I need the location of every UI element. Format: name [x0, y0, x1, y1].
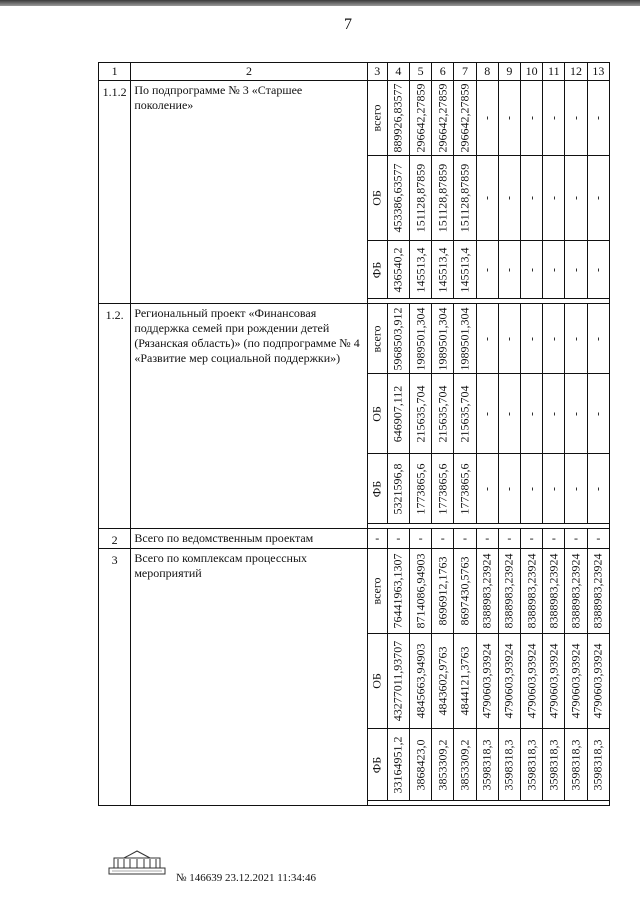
value-cell: [432, 729, 454, 801]
value-text: 3868423,0: [413, 739, 428, 790]
value-cell: -: [454, 529, 476, 549]
value-text: 145513,4: [457, 247, 472, 292]
value-text: 4844121,3763: [457, 646, 472, 716]
value-cell: [454, 374, 476, 454]
value-text: 3598318,3: [479, 739, 494, 790]
value-cell: [587, 304, 609, 374]
value-text: 8388983,23924: [546, 553, 561, 629]
funding-source-label: всего: [369, 104, 384, 132]
value-cell: [387, 241, 409, 299]
row-number: 3: [99, 549, 131, 806]
funding-source-cell: -: [367, 529, 387, 549]
value-text: 436540,2: [390, 247, 405, 292]
value-text: -: [568, 116, 583, 120]
value-text: -: [546, 267, 561, 272]
value-cell: [410, 304, 432, 374]
value-text: 3598318,3: [501, 739, 516, 790]
value-text: -: [479, 336, 494, 341]
value-cell: -: [587, 529, 609, 549]
value-text: 33164951,2: [390, 736, 405, 793]
value-cell: [387, 374, 409, 454]
funding-source-cell: [367, 729, 387, 801]
value-cell: [498, 241, 520, 299]
value-text: -: [590, 336, 605, 341]
value-cell: [498, 634, 520, 729]
value-cell: [565, 241, 587, 299]
value-cell: [565, 549, 587, 634]
value-cell: [521, 634, 543, 729]
value-cell: [587, 549, 609, 634]
value-cell: -: [521, 529, 543, 549]
value-cell: [410, 454, 432, 524]
value-text: -: [546, 411, 561, 416]
value-text: 1989501,304: [413, 307, 428, 370]
value-text: 4790603,93924: [524, 643, 539, 719]
value-text: 8388983,23924: [479, 553, 494, 629]
value-text: 4790603,93924: [568, 643, 583, 719]
value-text: 145513,4: [413, 247, 428, 292]
value-cell: [476, 634, 498, 729]
value-text: 8714086,94903: [413, 553, 428, 629]
value-cell: [454, 549, 476, 634]
value-cell: [498, 81, 520, 156]
value-text: 3853309,2: [457, 739, 472, 790]
value-cell: [387, 729, 409, 801]
value-text: -: [501, 267, 516, 272]
value-cell: [410, 81, 432, 156]
value-cell: [543, 549, 565, 634]
value-cell: [387, 81, 409, 156]
value-cell: [432, 634, 454, 729]
row-name: По подпрограмме № 3 «Старшее поколение»: [131, 81, 367, 304]
header-cell: 9: [498, 63, 520, 81]
value-text: 453386,63577: [390, 163, 405, 233]
value-text: -: [546, 196, 561, 200]
header-row: [99, 63, 610, 81]
value-cell: [565, 304, 587, 374]
value-cell: [543, 241, 565, 299]
value-text: 296642,27859: [413, 83, 428, 153]
funding-source-cell: [367, 241, 387, 299]
value-cell: [498, 304, 520, 374]
value-text: 4843602,9763: [435, 646, 450, 716]
value-cell: [432, 241, 454, 299]
funding-source-label: ФБ: [369, 261, 384, 278]
value-cell: [410, 729, 432, 801]
funding-source-cell: [367, 549, 387, 634]
value-cell: [410, 156, 432, 241]
value-text: 1773865,6: [457, 463, 472, 514]
value-text: 8697430,5763: [457, 556, 472, 626]
value-text: -: [479, 196, 494, 200]
value-cell: [498, 729, 520, 801]
value-cell: [587, 156, 609, 241]
value-cell: [476, 156, 498, 241]
value-text: 1773865,6: [413, 463, 428, 514]
value-cell: [432, 81, 454, 156]
value-text: 5321596,8: [390, 463, 405, 514]
value-text: 215635,704: [413, 385, 428, 442]
value-text: 76441963,1307: [390, 553, 405, 629]
value-cell: [587, 729, 609, 801]
value-text: -: [568, 411, 583, 416]
value-cell: [587, 81, 609, 156]
header-cell: 7: [454, 63, 476, 81]
value-cell: [521, 241, 543, 299]
row-name: Всего по комплексам процессных мероприятий: [131, 549, 367, 806]
header-cell: 11: [543, 63, 565, 81]
empty-cell: [367, 801, 609, 806]
value-cell: [543, 374, 565, 454]
value-cell: [498, 374, 520, 454]
value-text: 4790603,93924: [546, 643, 561, 719]
header-cell: 4: [387, 63, 409, 81]
value-cell: [565, 374, 587, 454]
value-text: -: [546, 116, 561, 120]
value-cell: [587, 374, 609, 454]
scan-top-edge: [0, 0, 640, 6]
value-text: -: [501, 336, 516, 341]
government-building-stamp: [108, 848, 166, 876]
value-text: 5968503,912: [390, 307, 405, 370]
table-row: [99, 81, 610, 156]
value-cell: [476, 241, 498, 299]
value-text: -: [546, 486, 561, 491]
value-cell: [587, 634, 609, 729]
funding-source-label: ОБ: [369, 673, 384, 689]
value-text: 151128,87859: [413, 163, 428, 233]
value-text: -: [590, 486, 605, 491]
value-text: 296642,27859: [457, 83, 472, 153]
funding-source-label: ОБ: [369, 190, 384, 206]
value-text: 43277011,93707: [390, 640, 405, 722]
value-cell: [454, 304, 476, 374]
value-cell: [454, 634, 476, 729]
funding-source-cell: [367, 304, 387, 374]
row-number: 2: [99, 529, 131, 549]
value-cell: [410, 374, 432, 454]
value-text: 215635,704: [457, 385, 472, 442]
funding-source-cell: [367, 81, 387, 156]
header-cell: 2: [131, 63, 367, 81]
document-registration-footer: № 146639 23.12.2021 11:34:46: [176, 872, 316, 884]
value-cell: -: [565, 529, 587, 549]
funding-source-cell: [367, 156, 387, 241]
value-text: -: [479, 116, 494, 120]
value-cell: [454, 156, 476, 241]
value-text: 8388983,23924: [590, 553, 605, 629]
value-text: 215635,704: [435, 385, 450, 442]
value-cell: -: [387, 529, 409, 549]
value-text: -: [479, 486, 494, 491]
value-cell: [565, 81, 587, 156]
value-cell: [565, 634, 587, 729]
header-cell: 8: [476, 63, 498, 81]
value-text: 145513,4: [435, 247, 450, 292]
header-cell: 10: [521, 63, 543, 81]
value-text: 4790603,93924: [501, 643, 516, 719]
value-text: -: [479, 267, 494, 272]
value-cell: [565, 454, 587, 524]
table-row: [99, 304, 610, 374]
value-cell: -: [432, 529, 454, 549]
value-cell: [432, 454, 454, 524]
funding-source-cell: [367, 374, 387, 454]
value-cell: [387, 156, 409, 241]
value-cell: [432, 549, 454, 634]
value-text: -: [479, 411, 494, 416]
value-cell: [521, 81, 543, 156]
value-text: 8388983,23924: [524, 553, 539, 629]
value-text: 1773865,6: [435, 463, 450, 514]
value-text: 8388983,23924: [501, 553, 516, 629]
value-text: -: [501, 486, 516, 491]
value-text: 151128,87859: [457, 163, 472, 233]
value-cell: [543, 454, 565, 524]
value-cell: [498, 156, 520, 241]
funding-source-cell: [367, 454, 387, 524]
value-cell: [521, 374, 543, 454]
funding-source-label: ФБ: [369, 480, 384, 497]
value-cell: [387, 454, 409, 524]
value-text: 3598318,3: [568, 739, 583, 790]
funding-source-label: ФБ: [369, 756, 384, 773]
value-text: -: [524, 411, 539, 416]
value-text: 3598318,3: [524, 739, 539, 790]
value-cell: [543, 634, 565, 729]
value-text: -: [524, 486, 539, 491]
value-cell: [476, 454, 498, 524]
value-text: -: [590, 411, 605, 416]
budget-table: [98, 62, 610, 806]
funding-source-label: ОБ: [369, 405, 384, 422]
value-text: -: [501, 411, 516, 416]
value-text: -: [546, 336, 561, 341]
value-text: -: [568, 196, 583, 200]
value-text: -: [501, 116, 516, 120]
header-cell: 6: [432, 63, 454, 81]
value-cell: [543, 156, 565, 241]
table-row: [99, 529, 610, 549]
value-cell: [387, 549, 409, 634]
value-cell: [410, 241, 432, 299]
value-cell: -: [543, 529, 565, 549]
value-cell: [565, 156, 587, 241]
row-number: 1.2.: [99, 304, 131, 529]
value-text: -: [590, 196, 605, 200]
value-cell: [521, 729, 543, 801]
value-cell: [476, 81, 498, 156]
value-cell: [521, 304, 543, 374]
value-text: 8696912,1763: [435, 556, 450, 626]
value-text: 4845663,94903: [413, 643, 428, 719]
row-name: Региональный проект «Финансовая поддержка семей при рождении детей (Рязанская область)» (по подпрограмме № 4 «Развитие мер социальной поддержки»): [131, 304, 367, 529]
value-text: 3598318,3: [546, 739, 561, 790]
value-text: -: [524, 267, 539, 272]
value-cell: [387, 634, 409, 729]
value-text: -: [524, 196, 539, 200]
value-text: 646907,112: [390, 385, 405, 442]
value-text: 296642,27859: [435, 83, 450, 153]
value-cell: [454, 81, 476, 156]
value-text: -: [524, 116, 539, 120]
header-cell: 5: [410, 63, 432, 81]
value-cell: -: [498, 529, 520, 549]
value-cell: [432, 374, 454, 454]
value-cell: [521, 454, 543, 524]
value-text: -: [568, 267, 583, 272]
value-cell: [476, 304, 498, 374]
value-text: -: [590, 116, 605, 120]
value-cell: [521, 549, 543, 634]
row-name: Всего по ведомственным проектам: [131, 529, 367, 549]
value-text: 4790603,93924: [479, 643, 494, 719]
value-text: 151128,87859: [435, 163, 450, 233]
value-cell: [454, 729, 476, 801]
funding-source-label: всего: [369, 324, 384, 353]
value-cell: [410, 549, 432, 634]
value-cell: -: [476, 529, 498, 549]
value-text: 889926,83577: [390, 83, 405, 153]
header-cell: 12: [565, 63, 587, 81]
value-text: 3853309,2: [435, 739, 450, 790]
value-cell: [454, 241, 476, 299]
value-cell: [432, 156, 454, 241]
value-text: 8388983,23924: [568, 553, 583, 629]
value-cell: [476, 729, 498, 801]
page-number: 7: [344, 16, 352, 33]
value-cell: [498, 549, 520, 634]
row-number: 1.1.2: [99, 81, 131, 304]
value-cell: [387, 304, 409, 374]
table-row: [99, 549, 610, 634]
value-text: -: [568, 486, 583, 491]
value-cell: [454, 454, 476, 524]
value-cell: [498, 454, 520, 524]
value-text: 1989501,304: [457, 307, 472, 370]
value-cell: [565, 729, 587, 801]
value-cell: [587, 241, 609, 299]
value-text: -: [501, 196, 516, 200]
value-text: -: [568, 336, 583, 341]
value-text: 3598318,3: [590, 739, 605, 790]
value-cell: -: [410, 529, 432, 549]
value-text: 1989501,304: [435, 307, 450, 370]
value-cell: [410, 634, 432, 729]
value-text: -: [590, 267, 605, 272]
header-cell: 1: [99, 63, 131, 81]
header-cell: 13: [587, 63, 609, 81]
value-cell: [543, 729, 565, 801]
value-cell: [543, 304, 565, 374]
value-cell: [543, 81, 565, 156]
header-cell: 3: [367, 63, 387, 81]
value-cell: [587, 454, 609, 524]
value-cell: [476, 374, 498, 454]
value-text: -: [524, 336, 539, 341]
funding-source-label: всего: [369, 577, 384, 605]
value-cell: [432, 304, 454, 374]
value-cell: [521, 156, 543, 241]
value-cell: [476, 549, 498, 634]
value-text: 4790603,93924: [590, 643, 605, 719]
funding-source-cell: [367, 634, 387, 729]
